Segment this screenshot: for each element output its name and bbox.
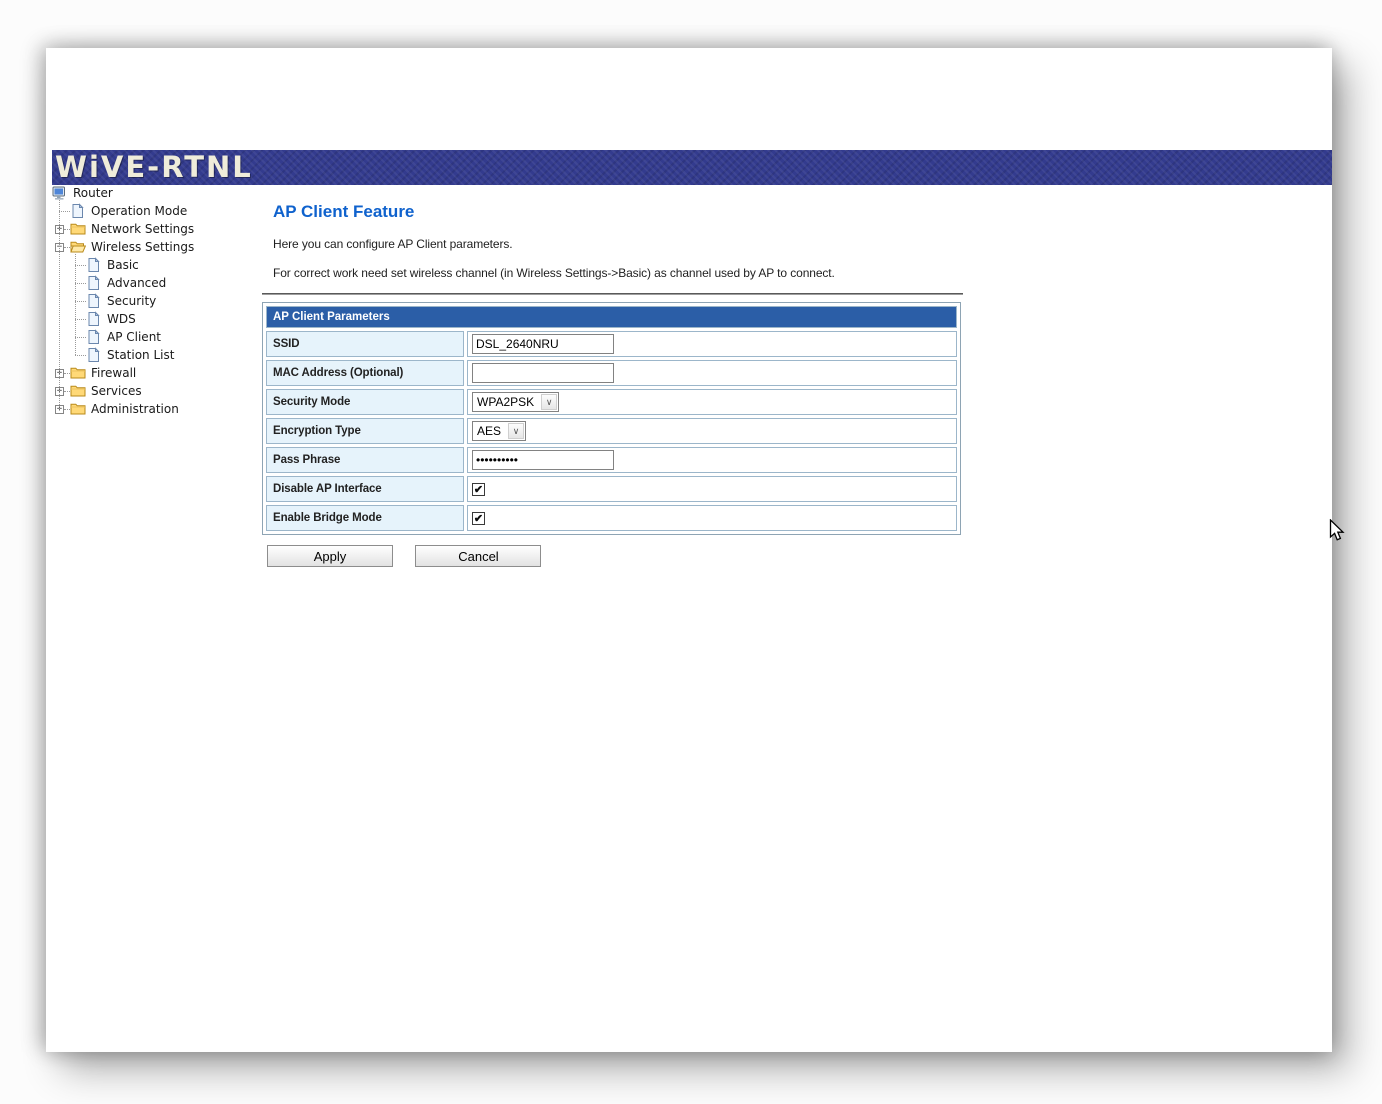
folder-icon <box>70 401 86 417</box>
navigation-tree <box>52 184 272 418</box>
table-row <box>266 505 957 531</box>
ap-client-parameters-table <box>262 302 961 535</box>
page-icon <box>70 203 86 219</box>
table-row <box>266 447 957 473</box>
tree-item-label: Wireless Settings <box>91 240 195 254</box>
folder-open-icon <box>70 239 86 255</box>
sidebar-item-security[interactable] <box>52 292 272 310</box>
page-title: AP Client Feature <box>273 202 415 221</box>
table-row <box>266 476 957 502</box>
encryption-type-select[interactable] <box>472 421 526 441</box>
router-icon <box>52 185 68 201</box>
sidebar-item-basic[interactable] <box>52 256 272 274</box>
expand-icon[interactable]: + <box>56 403 63 414</box>
sidebar-item-firewall[interactable] <box>52 364 272 382</box>
tree-item-label: Basic <box>107 258 139 272</box>
ssid-label: SSID <box>266 331 464 357</box>
security-mode-label: Security Mode <box>266 389 464 415</box>
brand-banner <box>52 150 1332 185</box>
tree-item-label: Router <box>73 186 113 200</box>
intro-text-2: For correct work need set wireless channel (in Wireless Settings->Basic) as channel used by AP to connect. <box>273 266 835 280</box>
security-mode-selected-value: WPA2PSK <box>477 395 535 409</box>
disable-ap-interface-checkbox[interactable]: ✔ <box>473 483 484 496</box>
tree-item-label: Administration <box>91 402 179 416</box>
table-row <box>266 418 957 444</box>
tree-item-label: Network Settings <box>91 222 195 236</box>
sidebar-item-ap-client[interactable] <box>52 328 272 346</box>
sidebar-item-operation-mode[interactable] <box>52 202 272 220</box>
tree-item-label: Firewall <box>91 366 137 380</box>
mouse-cursor <box>1329 519 1346 544</box>
table-row <box>266 360 957 386</box>
folder-icon <box>70 221 86 237</box>
table-row <box>266 389 957 415</box>
apply-button[interactable]: Apply <box>267 545 393 567</box>
tree-root-router[interactable] <box>52 184 272 202</box>
cancel-button[interactable]: Cancel <box>415 545 541 567</box>
tree-connector-line <box>75 254 76 355</box>
tree-item-label: Services <box>91 384 142 398</box>
table-header: AP Client Parameters <box>266 306 957 328</box>
page-icon <box>86 311 102 327</box>
tree-item-label: Operation Mode <box>91 204 188 218</box>
tree-item-label: Advanced <box>107 276 167 290</box>
tree-item-label: WDS <box>107 312 136 326</box>
enable-bridge-mode-label: Enable Bridge Mode <box>266 505 464 531</box>
expand-icon[interactable]: + <box>56 367 63 378</box>
brand-logo: WiVE-RTNL <box>55 150 253 184</box>
chevron-down-icon: ∨ <box>541 394 557 410</box>
collapse-icon[interactable]: − <box>56 241 63 252</box>
page-icon <box>86 329 102 345</box>
sidebar-item-advanced[interactable] <box>52 274 272 292</box>
enable-bridge-mode-checkbox[interactable]: ✔ <box>473 512 484 525</box>
sidebar-item-wds[interactable] <box>52 310 272 328</box>
intro-text-1: Here you can configure AP Client parameters. <box>273 237 513 251</box>
divider <box>262 293 963 295</box>
tree-item-label: Security <box>107 294 157 308</box>
button-row <box>262 545 963 567</box>
pass-phrase-label: Pass Phrase <box>266 447 464 473</box>
encryption-type-label: Encryption Type <box>266 418 464 444</box>
expand-icon[interactable]: + <box>56 223 63 234</box>
mac-address-label: MAC Address (Optional) <box>266 360 464 386</box>
page-icon <box>86 257 102 273</box>
pass-phrase-input[interactable] <box>472 450 614 470</box>
sidebar-item-network-settings[interactable] <box>52 220 272 238</box>
tree-item-label: Station List <box>107 348 175 362</box>
table-row <box>266 331 957 357</box>
ssid-input[interactable] <box>472 334 614 354</box>
router-admin-page <box>46 48 1332 1052</box>
sidebar-item-station-list[interactable] <box>52 346 272 364</box>
page-icon <box>86 293 102 309</box>
expand-icon[interactable]: + <box>56 385 63 396</box>
folder-icon <box>70 383 86 399</box>
tree-item-label: AP Client <box>107 330 161 344</box>
folder-icon <box>70 365 86 381</box>
sidebar-item-administration[interactable] <box>52 400 272 418</box>
tree-connector-line <box>59 200 60 409</box>
main-content <box>262 198 963 567</box>
sidebar-item-wireless-settings[interactable] <box>52 238 272 256</box>
chevron-down-icon: ∨ <box>508 423 524 439</box>
sidebar-item-services[interactable] <box>52 382 272 400</box>
disable-ap-interface-label: Disable AP Interface <box>266 476 464 502</box>
mac-address-input[interactable] <box>472 363 614 383</box>
page-icon <box>86 275 102 291</box>
page-icon <box>86 347 102 363</box>
encryption-type-selected-value: AES <box>477 424 502 438</box>
security-mode-select[interactable] <box>472 392 559 412</box>
